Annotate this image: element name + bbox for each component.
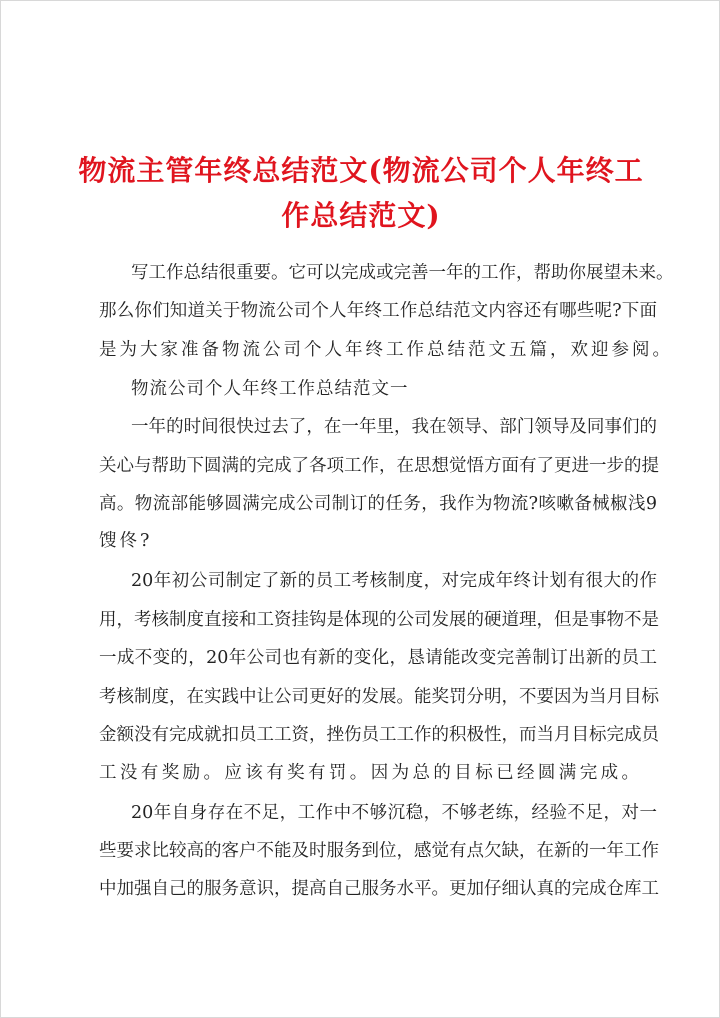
paragraph-line: 馊佟? [99, 531, 153, 551]
intro-line: 写工作总结很重要。它可以完成或完善一年的工作，帮助你展望未来。 [131, 263, 674, 283]
paragraph-line: 一成不变的，20年公司也有新的变化，恳请能改变完善制订出新的员工 [99, 648, 657, 668]
paragraph-line: 些要求比较高的客户不能及时服务到位，感觉有点欠缺，在新的一年工作 [99, 841, 659, 861]
document-title-line-2: 作总结范文) [281, 199, 441, 232]
intro-line: 那么你们知道关于物流公司个人年终工作总结范文内容还有哪些呢?下面 [99, 301, 657, 321]
paragraph-line: 工没有奖励。应该有奖有罚。因为总的目标已经圆满完成。 [99, 763, 643, 783]
paragraph-line: 金额没有完成就扣员工工资，挫伤员工工作的积极性，而当月目标完成员 [99, 725, 659, 745]
intro-line: 是为大家准备物流公司个人年终工作总结范文五篇，欢迎参阅。 [99, 340, 673, 360]
paragraph-line: 中加强自己的服务意识，提高自己服务水平。更加仔细认真的完成仓库工 [99, 879, 659, 899]
paragraph-line: 考核制度，在实践中让公司更好的发展。能奖罚分明，不要因为当月目标 [99, 687, 659, 707]
section-subheading: 物流公司个人年终工作总结范文一 [131, 379, 409, 399]
document-title-line-1: 物流主管年终总结范文(物流公司个人年终工 [78, 154, 644, 187]
paragraph-line: 一年的时间很快过去了，在一年里，我在领导、部门领导及同事们的 [131, 417, 657, 437]
paragraph-line: 20年自身存在不足，工作中不够沉稳，不够老练，经验不足，对一 [131, 803, 657, 823]
paragraph-line: 20年初公司制定了新的员工考核制度，对完成年终计划有很大的作 [131, 571, 657, 591]
paragraph-line: 用，考核制度直接和工资挂钩是体现的公司发展的硬道理，但是事物不是 [99, 610, 659, 630]
paragraph-line: 高。物流部能够圆满完成公司制订的任务，我作为物流?咳嗽备械椒浅9 [99, 494, 657, 514]
paragraph-line: 关心与帮助下圆满的完成了各项工作，在思想觉悟方面有了更进一步的提 [99, 456, 659, 476]
